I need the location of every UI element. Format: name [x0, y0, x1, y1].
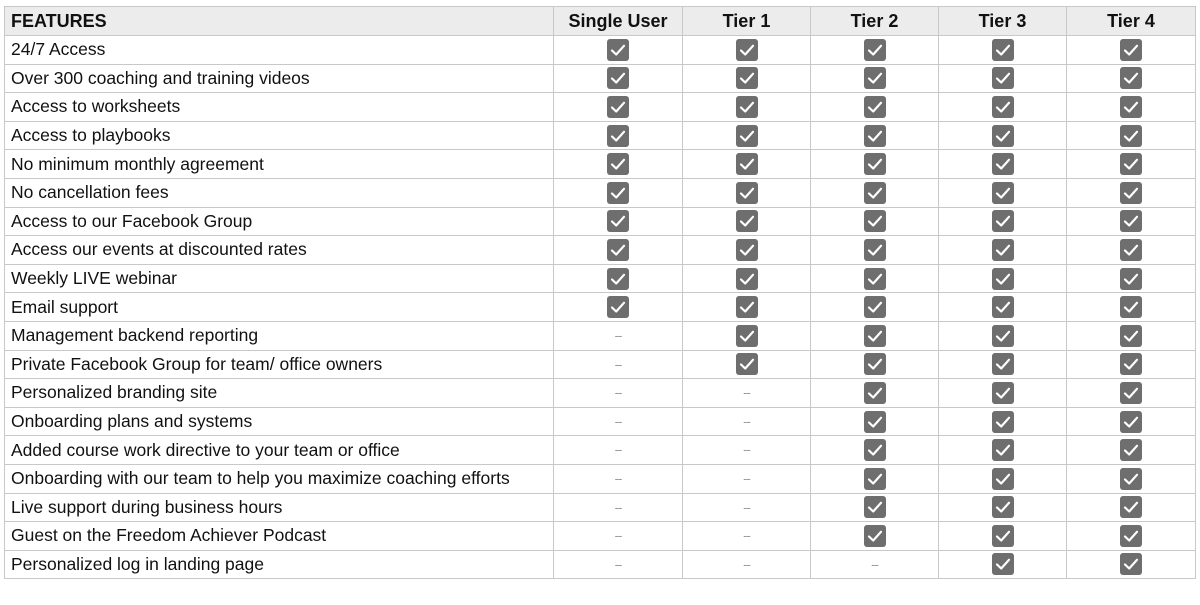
checkbox-checked-icon [736, 325, 758, 347]
cell-tier-4 [1067, 150, 1196, 179]
table-row [5, 207, 1196, 236]
cell-tier-4 [1067, 464, 1196, 493]
table-row [5, 64, 1196, 93]
feature-comparison-table [4, 6, 1196, 579]
checkbox-checked-icon [736, 353, 758, 375]
checkbox-checked-icon [736, 125, 758, 147]
checkbox-checked-icon [864, 96, 886, 118]
checkbox-checked-icon [1120, 210, 1142, 232]
cell-single-user [554, 407, 683, 436]
table-row [5, 150, 1196, 179]
checkbox-checked-icon [992, 439, 1014, 461]
cell-tier-4 [1067, 93, 1196, 122]
cell-single-user [554, 207, 683, 236]
cell-tier-4 [1067, 64, 1196, 93]
checkbox-checked-icon [992, 353, 1014, 375]
cell-tier-1 [683, 150, 811, 179]
checkbox-checked-icon [736, 296, 758, 318]
table-row [5, 93, 1196, 122]
feature-name: Onboarding with our team to help you maximize coaching efforts [5, 464, 554, 493]
checkbox-checked-icon [864, 296, 886, 318]
checkbox-checked-icon [992, 125, 1014, 147]
table-row [5, 178, 1196, 207]
feature-name: Personalized branding site [5, 379, 554, 408]
cell-tier-3 [939, 550, 1067, 579]
cell-tier-2 [811, 293, 939, 322]
checkbox-checked-icon [607, 67, 629, 89]
header-features: FEATURES [5, 7, 554, 36]
cell-single-user [554, 121, 683, 150]
checkbox-checked-icon [736, 210, 758, 232]
cell-single-user [554, 36, 683, 65]
checkbox-checked-icon [864, 525, 886, 547]
feature-name: Personalized log in landing page [5, 550, 554, 579]
header-tier-2: Tier 2 [811, 7, 939, 36]
checkbox-checked-icon [1120, 268, 1142, 290]
checkbox-checked-icon [864, 411, 886, 433]
checkbox-checked-icon [736, 153, 758, 175]
cell-tier-1 [683, 321, 811, 350]
cell-tier-3 [939, 436, 1067, 465]
cell-tier-2 [811, 522, 939, 551]
checkbox-checked-icon [864, 182, 886, 204]
checkbox-checked-icon [1120, 182, 1142, 204]
checkbox-checked-icon [1120, 411, 1142, 433]
cell-tier-2 [811, 64, 939, 93]
cell-tier-1 [683, 236, 811, 265]
cell-tier-3 [939, 236, 1067, 265]
cell-tier-1 [683, 550, 811, 579]
feature-name: Management backend reporting [5, 321, 554, 350]
header-single-user: Single User [554, 7, 683, 36]
cell-tier-4 [1067, 293, 1196, 322]
cell-tier-2 [811, 436, 939, 465]
checkbox-checked-icon [736, 39, 758, 61]
cell-tier-3 [939, 150, 1067, 179]
table-row [5, 407, 1196, 436]
checkbox-checked-icon [992, 39, 1014, 61]
cell-single-user [554, 264, 683, 293]
cell-tier-3 [939, 407, 1067, 436]
cell-tier-1 [683, 178, 811, 207]
checkbox-checked-icon [864, 382, 886, 404]
cell-tier-2 [811, 493, 939, 522]
cell-tier-2 [811, 93, 939, 122]
cell-tier-1 [683, 264, 811, 293]
not-included-dash: -- [743, 499, 750, 515]
feature-name: No cancellation fees [5, 178, 554, 207]
feature-name: Onboarding plans and systems [5, 407, 554, 436]
cell-tier-3 [939, 264, 1067, 293]
cell-tier-1 [683, 407, 811, 436]
feature-name: Access to worksheets [5, 93, 554, 122]
checkbox-checked-icon [864, 67, 886, 89]
cell-tier-3 [939, 522, 1067, 551]
checkbox-checked-icon [1120, 525, 1142, 547]
cell-tier-4 [1067, 350, 1196, 379]
not-included-dash: -- [743, 385, 750, 401]
checkbox-checked-icon [992, 553, 1014, 575]
cell-tier-1 [683, 207, 811, 236]
not-included-dash: -- [743, 528, 750, 544]
checkbox-checked-icon [992, 296, 1014, 318]
cell-tier-4 [1067, 436, 1196, 465]
cell-tier-3 [939, 64, 1067, 93]
checkbox-checked-icon [992, 239, 1014, 261]
header-row [5, 7, 1196, 36]
cell-single-user [554, 293, 683, 322]
cell-tier-4 [1067, 550, 1196, 579]
feature-name: Email support [5, 293, 554, 322]
checkbox-checked-icon [1120, 382, 1142, 404]
cell-tier-2 [811, 236, 939, 265]
not-included-dash: -- [614, 499, 622, 515]
cell-single-user [554, 379, 683, 408]
cell-tier-4 [1067, 207, 1196, 236]
cell-tier-3 [939, 178, 1067, 207]
cell-tier-1 [683, 464, 811, 493]
feature-name: No minimum monthly agreement [5, 150, 554, 179]
cell-tier-3 [939, 121, 1067, 150]
cell-tier-1 [683, 64, 811, 93]
cell-single-user [554, 93, 683, 122]
checkbox-checked-icon [1120, 553, 1142, 575]
checkbox-checked-icon [864, 210, 886, 232]
feature-name: Guest on the Freedom Achiever Podcast [5, 522, 554, 551]
checkbox-checked-icon [736, 67, 758, 89]
not-included-dash: -- [743, 470, 750, 486]
checkbox-checked-icon [607, 39, 629, 61]
checkbox-checked-icon [607, 210, 629, 232]
checkbox-checked-icon [992, 525, 1014, 547]
checkbox-checked-icon [1120, 39, 1142, 61]
cell-single-user [554, 493, 683, 522]
checkbox-checked-icon [607, 296, 629, 318]
header-tier-1: Tier 1 [683, 7, 811, 36]
checkbox-checked-icon [864, 239, 886, 261]
checkbox-checked-icon [864, 268, 886, 290]
checkbox-checked-icon [1120, 96, 1142, 118]
cell-tier-4 [1067, 493, 1196, 522]
table-row [5, 379, 1196, 408]
not-included-dash: -- [614, 328, 622, 343]
checkbox-checked-icon [864, 153, 886, 175]
cell-tier-4 [1067, 407, 1196, 436]
cell-tier-1 [683, 36, 811, 65]
cell-tier-1 [683, 493, 811, 522]
checkbox-checked-icon [607, 125, 629, 147]
not-included-dash: -- [743, 413, 750, 429]
cell-tier-1 [683, 293, 811, 322]
feature-name: Private Facebook Group for team/ office owners [5, 350, 554, 379]
cell-single-user [554, 436, 683, 465]
cell-tier-2 [811, 178, 939, 207]
cell-tier-2 [811, 550, 939, 579]
checkbox-checked-icon [864, 125, 886, 147]
feature-name: Over 300 coaching and training videos [5, 64, 554, 93]
table-row [5, 350, 1196, 379]
cell-tier-3 [939, 493, 1067, 522]
table-row [5, 264, 1196, 293]
cell-single-user [554, 236, 683, 265]
checkbox-checked-icon [1120, 296, 1142, 318]
cell-tier-3 [939, 36, 1067, 65]
checkbox-checked-icon [1120, 353, 1142, 375]
cell-tier-4 [1067, 121, 1196, 150]
table-row [5, 121, 1196, 150]
cell-tier-3 [939, 293, 1067, 322]
cell-tier-1 [683, 121, 811, 150]
header-tier-4: Tier 4 [1067, 7, 1196, 36]
header-tier-3: Tier 3 [939, 7, 1067, 36]
checkbox-checked-icon [992, 182, 1014, 204]
cell-tier-3 [939, 464, 1067, 493]
feature-name: Added course work directive to your team or office [5, 436, 554, 465]
cell-single-user [554, 321, 683, 350]
cell-tier-4 [1067, 236, 1196, 265]
cell-tier-2 [811, 321, 939, 350]
not-included-dash: -- [614, 470, 622, 486]
cell-tier-2 [811, 207, 939, 236]
not-included-dash: -- [614, 413, 622, 429]
checkbox-checked-icon [992, 411, 1014, 433]
checkbox-checked-icon [1120, 153, 1142, 175]
cell-single-user [554, 178, 683, 207]
checkbox-checked-icon [607, 268, 629, 290]
not-included-dash: -- [614, 385, 622, 401]
cell-tier-3 [939, 321, 1067, 350]
not-included-dash: -- [614, 556, 622, 572]
checkbox-checked-icon [992, 268, 1014, 290]
checkbox-checked-icon [992, 382, 1014, 404]
checkbox-checked-icon [1120, 468, 1142, 490]
not-included-dash: -- [743, 442, 750, 458]
cell-tier-3 [939, 93, 1067, 122]
checkbox-checked-icon [736, 239, 758, 261]
table-row [5, 493, 1196, 522]
table-row [5, 293, 1196, 322]
checkbox-checked-icon [992, 96, 1014, 118]
cell-tier-1 [683, 436, 811, 465]
table-row [5, 522, 1196, 551]
feature-name: Weekly LIVE webinar [5, 264, 554, 293]
not-included-dash: -- [743, 556, 750, 572]
cell-tier-2 [811, 36, 939, 65]
cell-tier-1 [683, 522, 811, 551]
cell-single-user [554, 464, 683, 493]
cell-tier-2 [811, 464, 939, 493]
table-row [5, 236, 1196, 265]
feature-name: Live support during business hours [5, 493, 554, 522]
cell-tier-2 [811, 379, 939, 408]
not-included-dash: -- [614, 528, 622, 544]
feature-name: 24/7 Access [5, 36, 554, 65]
cell-tier-4 [1067, 178, 1196, 207]
cell-tier-1 [683, 379, 811, 408]
cell-tier-4 [1067, 522, 1196, 551]
checkbox-checked-icon [736, 268, 758, 290]
cell-tier-4 [1067, 264, 1196, 293]
cell-tier-2 [811, 350, 939, 379]
cell-tier-3 [939, 350, 1067, 379]
checkbox-checked-icon [1120, 67, 1142, 89]
checkbox-checked-icon [992, 210, 1014, 232]
checkbox-checked-icon [607, 96, 629, 118]
cell-tier-1 [683, 93, 811, 122]
feature-name: Access our events at discounted rates [5, 236, 554, 265]
checkbox-checked-icon [1120, 325, 1142, 347]
checkbox-checked-icon [1120, 439, 1142, 461]
not-included-dash: -- [614, 442, 622, 458]
cell-tier-2 [811, 407, 939, 436]
checkbox-checked-icon [736, 182, 758, 204]
cell-tier-4 [1067, 36, 1196, 65]
checkbox-checked-icon [992, 153, 1014, 175]
table-row [5, 464, 1196, 493]
checkbox-checked-icon [607, 239, 629, 261]
checkbox-checked-icon [992, 496, 1014, 518]
checkbox-checked-icon [607, 182, 629, 204]
cell-single-user [554, 522, 683, 551]
cell-single-user [554, 150, 683, 179]
cell-tier-4 [1067, 379, 1196, 408]
checkbox-checked-icon [992, 325, 1014, 347]
checkbox-checked-icon [864, 39, 886, 61]
checkbox-checked-icon [864, 325, 886, 347]
checkbox-checked-icon [1120, 496, 1142, 518]
cell-tier-3 [939, 379, 1067, 408]
feature-name: Access to our Facebook Group [5, 207, 554, 236]
not-included-dash: -- [614, 356, 622, 372]
cell-single-user [554, 550, 683, 579]
not-included-dash: -- [871, 556, 878, 572]
checkbox-checked-icon [864, 439, 886, 461]
cell-tier-2 [811, 121, 939, 150]
cell-tier-2 [811, 264, 939, 293]
cell-tier-3 [939, 207, 1067, 236]
checkbox-checked-icon [1120, 239, 1142, 261]
table-row [5, 321, 1196, 350]
cell-single-user [554, 64, 683, 93]
checkbox-checked-icon [864, 468, 886, 490]
checkbox-checked-icon [1120, 125, 1142, 147]
cell-tier-1 [683, 350, 811, 379]
table-row [5, 436, 1196, 465]
cell-tier-2 [811, 150, 939, 179]
checkbox-checked-icon [992, 67, 1014, 89]
table-row [5, 36, 1196, 65]
cell-tier-4 [1067, 321, 1196, 350]
feature-name: Access to playbooks [5, 121, 554, 150]
checkbox-checked-icon [607, 153, 629, 175]
table-row [5, 550, 1196, 579]
feature-comparison-container [4, 6, 1196, 579]
checkbox-checked-icon [736, 96, 758, 118]
cell-single-user [554, 350, 683, 379]
checkbox-checked-icon [864, 496, 886, 518]
checkbox-checked-icon [992, 468, 1014, 490]
checkbox-checked-icon [864, 353, 886, 375]
